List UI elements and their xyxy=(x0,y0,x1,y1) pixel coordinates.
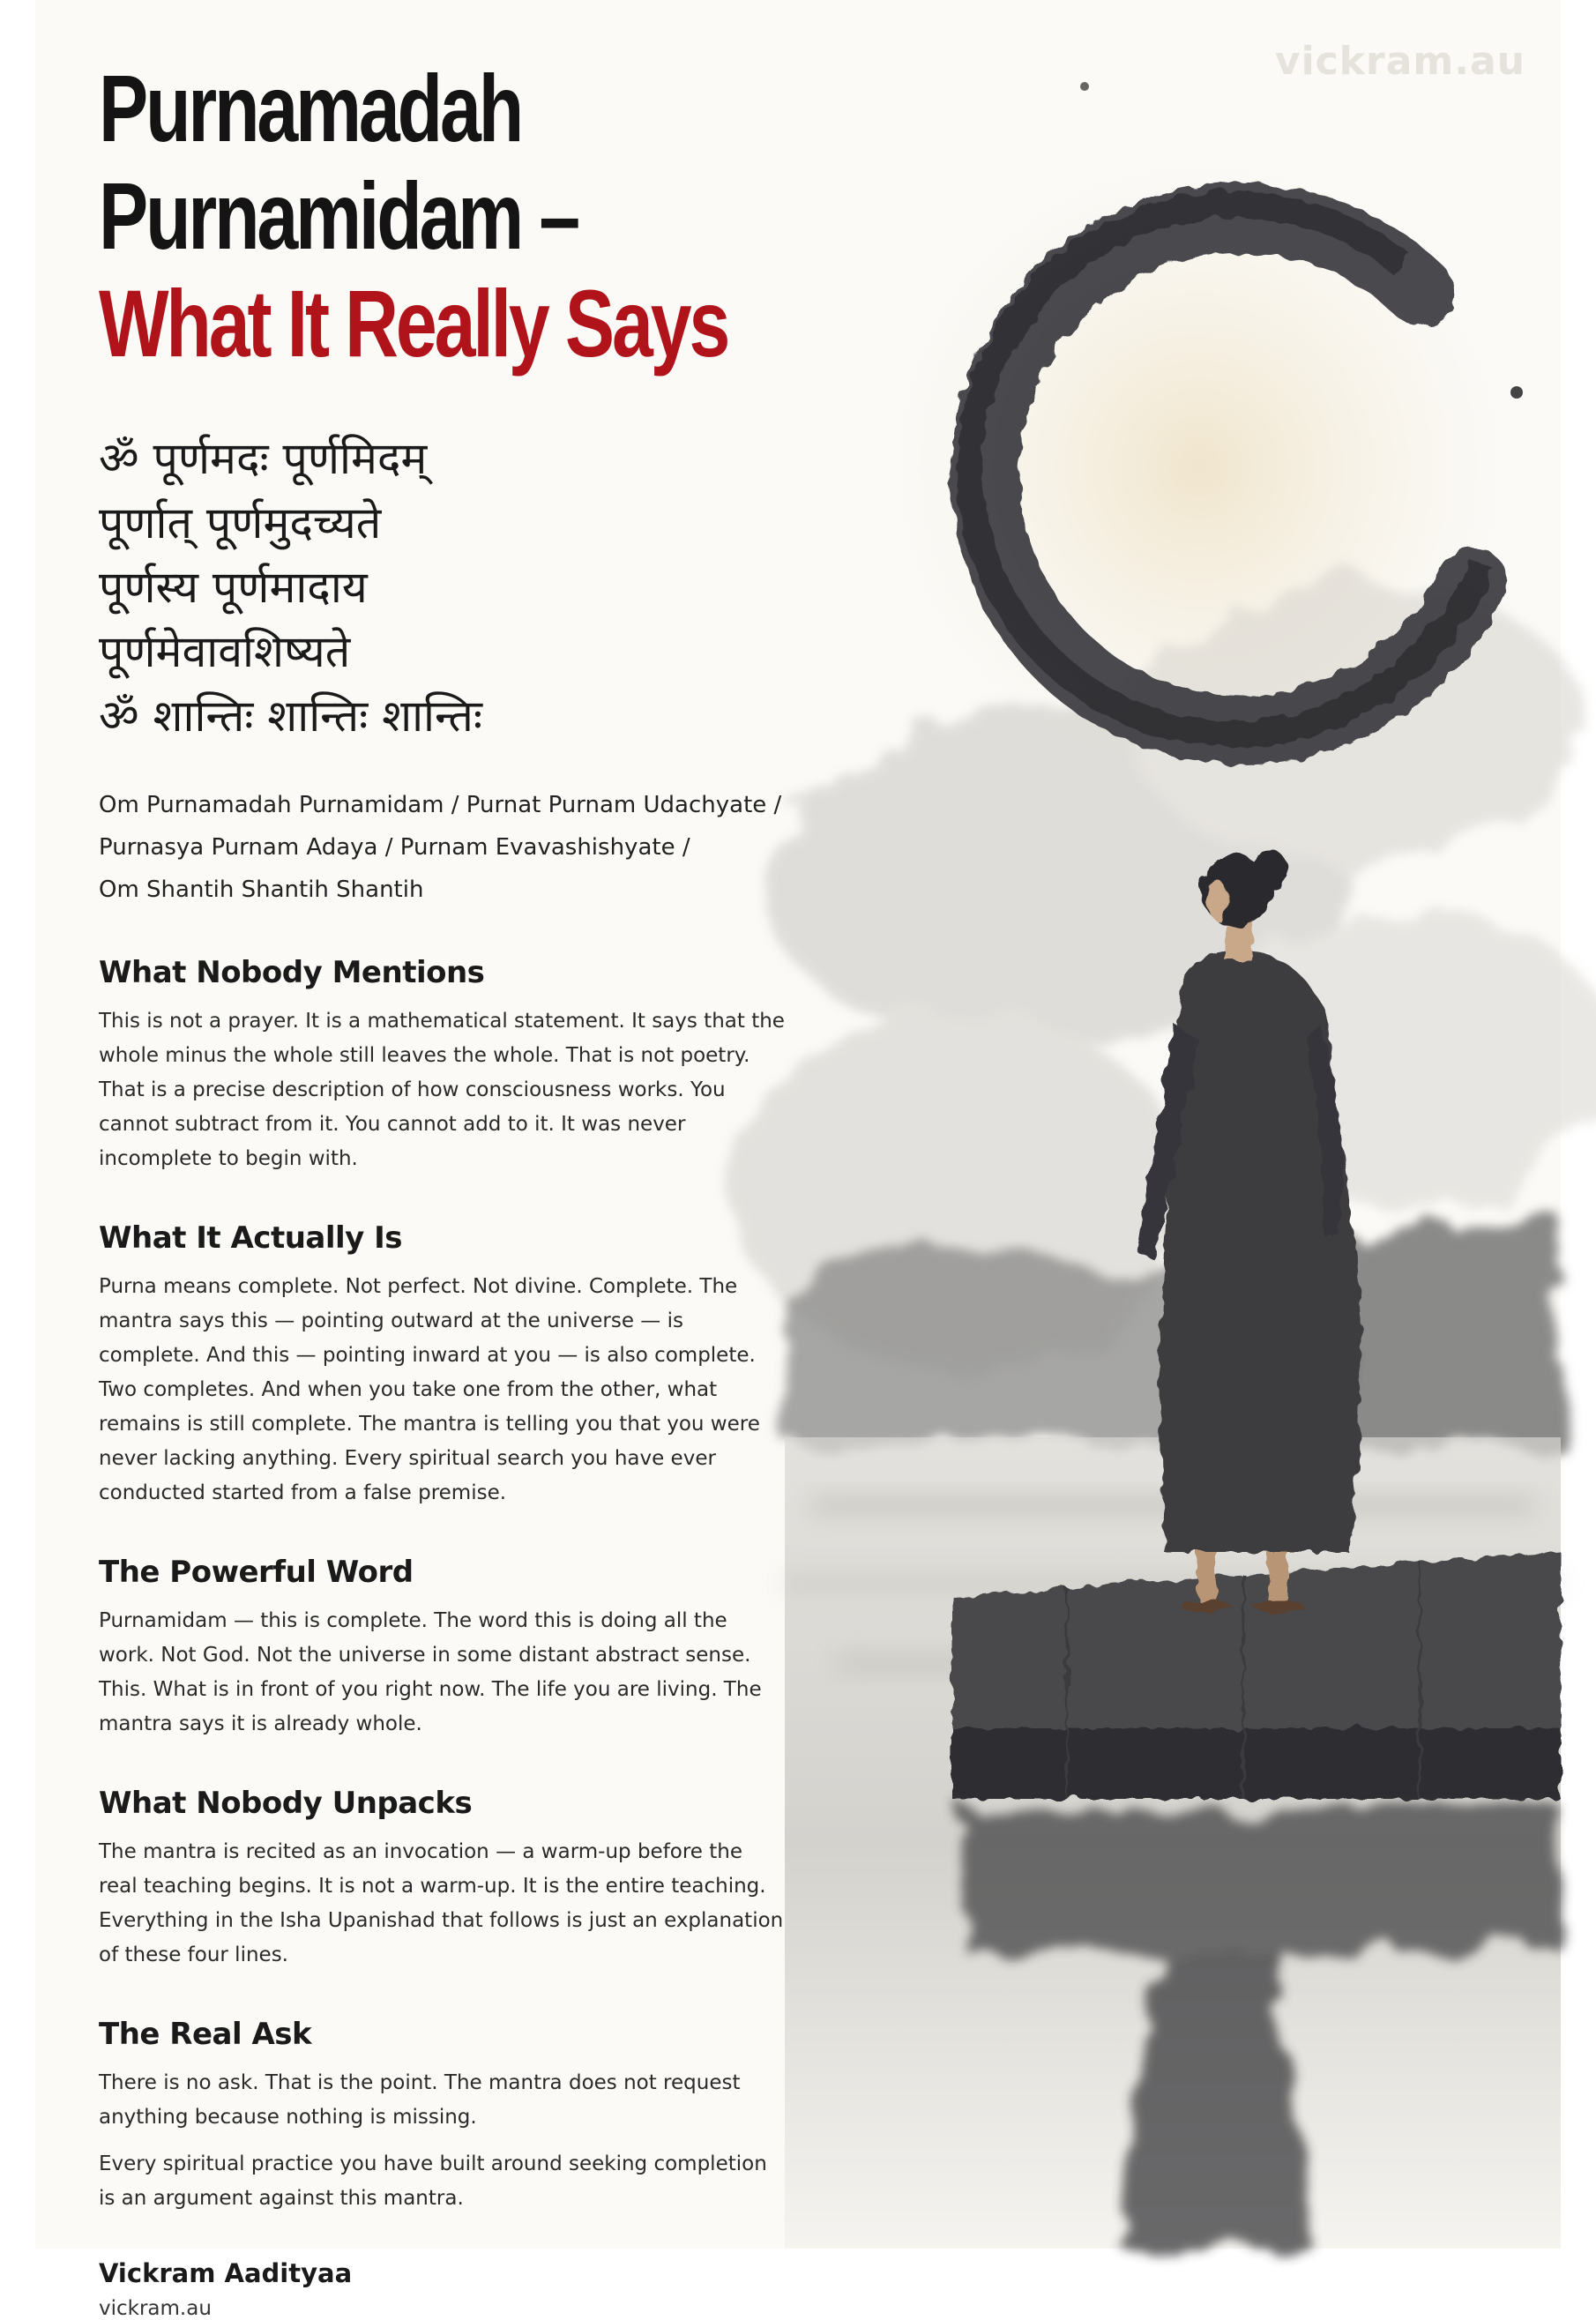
section-paragraph: The mantra is recited as an invocation — a warm-up before the real teaching begins. It is not a warm-up. It is the entire teaching. Everything in the Isha Upanishad that follows is just an explanation of these four lines. xyxy=(99,1840,784,1966)
section-paragraph: Purnamidam — this is complete. The word this is doing all the work. Not God. Not the universe in some distant abstract sense. This. What is in front of you right now. The life you are living. The mantra says it is already whole. xyxy=(99,1609,762,1735)
section-heading: What Nobody Mentions xyxy=(99,955,485,990)
section-heading: The Powerful Word xyxy=(99,1555,414,1590)
author-site-link[interactable]: vickram.au xyxy=(99,2297,212,2320)
author-block xyxy=(99,2258,787,2320)
title-line-1: Purnamadah Purnamidam – xyxy=(99,55,578,269)
section-paragraph: There is no ask. That is the point. The mantra does not request anything because nothing is missing. xyxy=(99,2071,741,2129)
watermark: vickram.au xyxy=(1274,39,1525,84)
sanskrit-line: ॐ शान्तिः शान्तिः शान्तिः xyxy=(99,690,482,742)
section-heading: What It Actually Is xyxy=(99,1220,403,1256)
section-heading: The Real Ask xyxy=(99,2017,312,2052)
sanskrit-line: ॐ पूर्णमदः पूर्णमिदम् xyxy=(99,433,428,484)
page-title xyxy=(99,55,890,377)
section-heading: What Nobody Unpacks xyxy=(99,1786,473,1821)
transliteration-line: Om Shantih Shantih Shantih xyxy=(99,877,424,903)
watercolor-illustration xyxy=(785,0,1561,2249)
section-what-it-actually-is xyxy=(99,1219,787,1511)
section-the-real-ask xyxy=(99,2015,787,2216)
section-what-nobody-unpacks xyxy=(99,1784,787,1973)
transliteration-line: Purnasya Purnam Adaya / Purnam Evavashishyate / xyxy=(99,834,690,861)
sanskrit-verse xyxy=(99,427,787,749)
sanskrit-line: पूर्णमेवावशिष्यते xyxy=(99,626,351,677)
sanskrit-line: पूर्णात् पूर्णमुदच्यते xyxy=(99,497,382,548)
transliteration xyxy=(99,784,787,911)
author-name: Vickram Aadityaa xyxy=(99,2258,353,2288)
poster-page xyxy=(35,0,1561,2320)
text-column xyxy=(99,55,787,2320)
title-line-2: What It Really Says xyxy=(99,270,728,377)
section-what-nobody-mentions xyxy=(99,953,787,1176)
section-paragraph: Every spiritual practice you have built around seeking completion is an argument against this mantra. xyxy=(99,2152,767,2210)
section-paragraph: Purna means complete. Not perfect. Not divine. Complete. The mantra says this — pointing outward at the universe — is complete. And this — pointing inward at you — is also complete. Two completes. And when you take one from the other, what remains is still complete. The mantra is telling you that you were never lacking anything. Every spiritual search you have ever conducted started from a false premise. xyxy=(99,1275,760,1504)
section-paragraph: This is not a prayer. It is a mathematical statement. It says that the whole minus the whole still leaves the whole. That is not poetry. That is a precise description of how consciousness works. You cannot subtract from it. You cannot add to it. It was never incomplete to begin with. xyxy=(99,1010,785,1170)
section-the-powerful-word xyxy=(99,1553,787,1742)
transliteration-line: Om Purnamadah Purnamidam / Purnat Purnam Udachyate / xyxy=(99,792,782,818)
sanskrit-line: पूर्णस्य पूर्णमादाय xyxy=(99,562,368,613)
